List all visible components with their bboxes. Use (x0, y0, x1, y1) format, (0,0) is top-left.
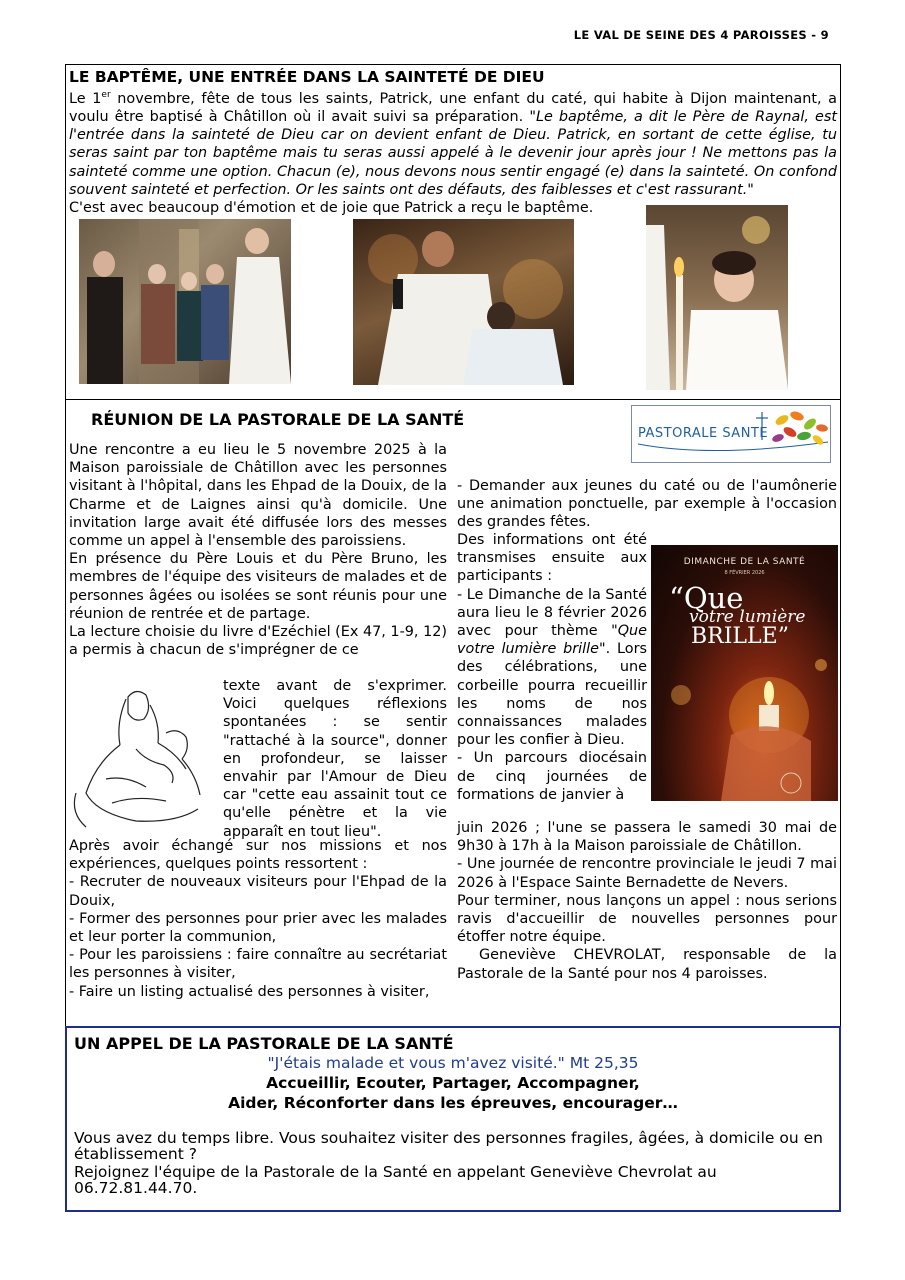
photo-ceremony-church (79, 219, 291, 384)
right-p2b-theme: "Que votre lumière brille" (457, 623, 647, 658)
bapteme-closing: C'est avec beaucoup d'émotion et de joie que Patrick a reçu le baptême. (69, 200, 594, 217)
bapteme-title: LE BAPTÊME, UNE ENTRÉE DANS LA SAINTETÉ DE DIEU (69, 68, 545, 86)
reunion-right-col-top (457, 477, 837, 532)
left-l3: - Pour les paroissiens : faire connaître au secrétariat les personnes à visiter, (69, 947, 447, 982)
poster-que: “Que (669, 581, 744, 615)
pastorale-sante-logo (631, 405, 831, 463)
left-p3b: texte avant de s'exprimer. Voici quelques réflexions spontanées : se sentir "rattaché à la source", donner en profondeur, se laisser envahir par l'Amour de Dieu car "cette eau assainit tout ce qu'elle pénètre et la vie apparaît en tout lieu". (223, 678, 447, 840)
right-p1: - Demander aux jeunes du caté ou de l'aumônerie une animation ponctuelle, par exemple à l'occasion des grandes fêtes. (457, 478, 837, 531)
photo-candle-boy (646, 205, 788, 390)
left-p1: Une rencontre a eu lieu le 5 novembre 2025 à la Maison paroissiale de Châtillon avec les personnes visitant à l'hôpital, dans les Ehpad de la Douix, de la Charme et de Laignes ainsi qu'à domicile. Une invitation large avait été diffusée lors des messes comme un appel à l'ensemble des paroissiens. (69, 442, 447, 550)
left-p2: En présence du Père Louis et du Père Bruno, les membres de l'équipe des visiteurs de malades et de personnes âgées ou isolées se sont réunis pour une réunion de rentrée et de partage. (69, 551, 447, 622)
appel-section (65, 1026, 841, 1212)
poster-brille: BRILLE” (691, 624, 789, 649)
bapteme-quote: "Le baptême, a dit le Père de Raynal, est l'entrée dans la sainteté de Dieu car on devient enfant de Dieu. Patrick, en sortant de cette église, tu seras saint par ton baptême mais tu seras aussi appelé à le devenir jour après jour ! Ne mettons pas la sainteté comme une option. Chacun (e), nous devons nous sentir engagé (e) dans la sainteté. On confond souvent sainteté et perfection. Or les saints ont des défauts, des faiblesses et c'est rassurant." (69, 109, 837, 198)
appel-title: UN APPEL DE LA PASTORALE DE LA SANTÉ (74, 1034, 454, 1053)
bapteme-section (65, 64, 841, 400)
appel-body (74, 1130, 834, 1196)
reunion-left-col-top (69, 441, 447, 659)
jesus-sketch-illustration (66, 683, 218, 833)
reunion-section (65, 399, 841, 1027)
bapteme-text (69, 86, 837, 217)
poster-candle-art (651, 545, 838, 801)
logo-leaves-icon (632, 406, 832, 464)
photo-ceremony-church-art (79, 219, 291, 384)
appel-p1: Vous avez du temps libre. Vous souhaitez visiter des personnes fragiles, âgées, à domicile ou en établissement ? (74, 1129, 823, 1163)
right-p4: - Une journée de rencontre provinciale le jeudi 7 mai 2026 à l'Espace Sainte Bernadette de Nevers. (457, 856, 837, 891)
right-p3a: - Un parcours diocésain de cinq journées de formations de janvier à (457, 750, 647, 803)
right-p5: Pour terminer, nous lançons un appel : nous serions ravis d'accueillir de nouvelles personnes pour étoffer notre équipe. (457, 892, 837, 946)
right-p3b: juin 2026 ; l'une se passera le samedi 30 mai de 9h30 à 17h à la Maison paroissiale de Châtillon. (457, 820, 837, 855)
logo-text: PASTORALE SANTE (638, 426, 769, 441)
right-p2a: Des informations ont été transmises ensuite aux participants : (457, 532, 647, 585)
poster-top: DIMANCHE DE LA SANTÉ (683, 557, 806, 567)
photo-baptism-rite (353, 219, 574, 385)
intro-sup: er (101, 90, 111, 100)
right-p2b (457, 586, 647, 750)
photo-baptism-rite-art (353, 219, 574, 385)
appel-p2: Rejoignez l'équipe de la Pastorale de la Santé en appelant Geneviève Chevrolat au 06.72.81.44.70. (74, 1163, 717, 1197)
right-p2b-pre: - Le Dimanche de la Santé aura lieu le 8 février 2026 avec pour thème (457, 586, 647, 640)
left-p3a: La lecture choisie du livre d'Ezéchiel (Ex 47, 1-9, 12) a permis à chacun de s'imprégner de ce (69, 624, 447, 659)
appel-center-block (67, 1053, 839, 1113)
appel-line2: Aider, Réconforter dans les épreuves, encourager… (228, 1094, 678, 1112)
appel-line1: Accueillir, Ecouter, Partager, Accompagner, (266, 1074, 640, 1092)
intro-rest: novembre, fête de tous les saints, Patrick, une enfant du caté, qui habite à Dijon maintenant, a voulu être baptisé à Châtillon où il avait suivi sa préparation. (69, 90, 837, 125)
appel-verse: "J'étais malade et vous m'avez visité." Mt 25,35 (267, 1054, 639, 1072)
intro-le: Le 1 (69, 90, 102, 107)
photo-candle-boy-art (646, 205, 788, 390)
reunion-right-col-mid (457, 531, 647, 804)
left-l2: - Former des personnes pour prier avec les malades et leur porter la communion, (69, 910, 447, 946)
reunion-right-col-bottom (457, 819, 837, 983)
poster-lumiere: votre lumière (689, 607, 806, 627)
right-p2b-post: . Lors des célébrations, une corbeille pourra recueillir les noms de nos connaissances malades pour les confier à Dieu. (457, 641, 647, 749)
left-l4: - Faire un listing actualisé des personnes à visiter, (69, 983, 430, 1000)
jesus-sketch-art (66, 683, 218, 833)
left-l1: - Recruter de nouveaux visiteurs pour l'Ehpad de la Douix, (69, 874, 447, 909)
signature: Geneviève CHEVROLAT, responsable de la Pastorale de la Santé pour nos 4 paroisses. (457, 947, 837, 982)
poster-date: 8 FÉVRIER 2026 (724, 570, 765, 576)
left-p4: Après avoir échangé sur nos missions et nos expériences, quelques points ressortent : (69, 838, 447, 873)
reunion-left-col-wrap (223, 677, 447, 841)
reunion-left-col-bottom (69, 837, 447, 1001)
page-header: LE VAL DE SEINE DES 4 PAROISSES - 9 (573, 28, 829, 42)
dimanche-sante-poster (651, 545, 838, 801)
reunion-title: RÉUNION DE LA PASTORALE DE LA SANTÉ (91, 410, 465, 429)
